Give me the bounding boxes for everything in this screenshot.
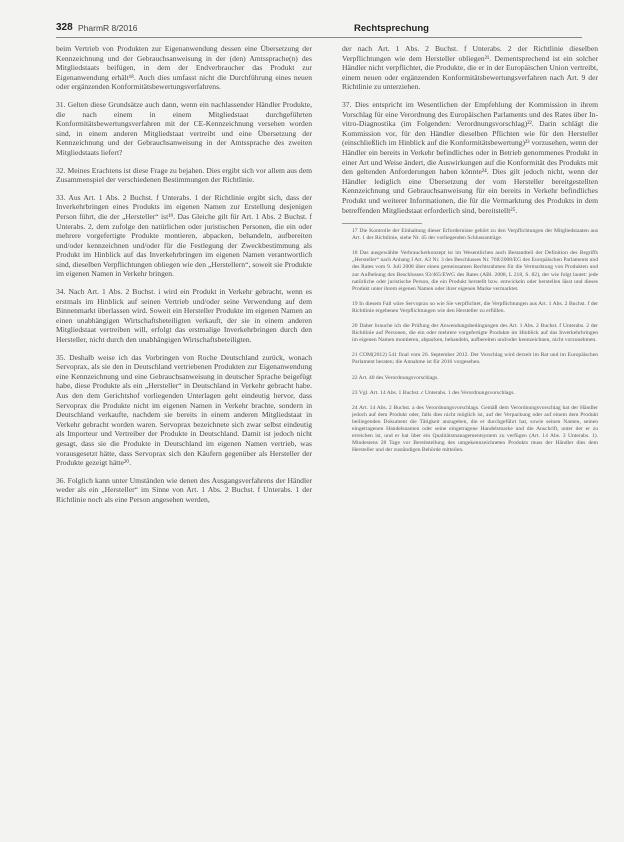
footnote: 22 Art. 40 des Verordnungsvorschlags. bbox=[352, 374, 439, 381]
footnote: 23 Vgl. Art. 14 Abs. 1 Buchst. c Unterabs. 1 des Verordnungsvorschlags. bbox=[352, 389, 515, 396]
page-number: 328 bbox=[56, 22, 73, 33]
page-header bbox=[56, 22, 582, 38]
paragraph: 36. Folglich kann unter Umständen wie denen des Ausgangsverfahrens der Händler weder als ein „Hersteller“ im Sinne von Art. 1 Abs. 2 Buchst. f Unterabs. 1 der Richtlinie noch als eine Person angesehen werden, bbox=[56, 475, 312, 504]
paragraph: 34. Nach Art. 1 Abs. 2 Buchst. i wird ein Produkt in Verkehr gebracht, wenn es erstmals im Hinblick auf seinen Vertrieb und/oder seine Verwendung auf dem Binnenmarkt überlassen wird. Soweit ein Hersteller Produkte im eigenen Namen an einen unabhängigen Wirtschaftsbeteiligten verkauft, der sie in einem anderen Mitgliedstaat vertreiben will, erfolgt das erstmalige Inverkehrbringen durch den Hersteller, nicht durch den unabhängigen Wirtschaftsbeteiligten. bbox=[56, 287, 312, 345]
footnotes bbox=[342, 228, 598, 454]
footnote: 19 In diesem Fall wäre Servoprax so wie Sie verpflichtet, die Verpflichtungen aus Art. 1 Abs. 2 Buchst. f der Richtlinie ergebenen Verpflichtungen wie den Hersteller zu erfüllen. bbox=[352, 300, 598, 314]
section-title: Rechtsprechung bbox=[354, 23, 429, 34]
paragraph: der nach Art. 1 Abs. 2 Buchst. f Unterabs. 2 der Richtlinie dieselben Verpflichtungen wie dem Hersteller obliegen²¹. Dementsprechend ist ein solcher Händler nicht verpflichtet, die Produkte, die er in der Europäischen Union vertreibt, einem neuen oder ergänzenden Konformitätsbewertungsverfahren nach Art. 9 der Richtlinie zu unterziehen. bbox=[342, 44, 598, 92]
journal-name: PharmR 8/2016 bbox=[78, 23, 138, 33]
paragraph: 37. Dies entspricht im Wesentlichen der Empfehlung der Kommission in ihrem Vorschlag für eine Verordnung des Europäischen Parlaments und des Rates über In-vitro-Diagnostika (im Folgenden: Verordnungsvorschlag)²². Darin schlägt die Kommission vor, für den Händler dieselben Pflichten wie für den Hersteller (einschließlich im Hinblick auf die Konformitätsbewertung)²³ vorzusehen, wenn der Händler ein bereits in Verkehr befindliches oder in Betrieb genommenes Produkt in einer Art und Weise ändert, die Auswirkungen auf die Konformität des Produkts mit den geltenden Anforderungen haben könnte²⁴. Dies gilt jedoch nicht, wenn der Händler lediglich eine Übersetzung der vom Hersteller bereitgestellten Kennzeichnung und Gebrauchsanweisung für ein bereits in Verkehr befindliches Produkt und weiterer Informationen, die für die Vermarktung des Produkts in dem betreffenden Mitgliedstaat erforderlich sind, bereitstellt²⁵. bbox=[342, 99, 598, 215]
header-rule bbox=[56, 37, 582, 38]
paragraph: 33. Aus Art. 1 Abs. 2 Buchst. f Unterabs. 1 der Richtlinie ergibt sich, dass der Inverkehrbringen eines Produkts im eigenen Namen zur Erstellung desjenigen Person führt, die der „Hersteller“ ist¹⁹. Das Gleiche gilt für Art. 1 Abs. 2 Buchst. f Unterabs. 2, dem zufolge den natürlichen oder juristischen Personen, die ein oder mehrere vorgefertigte Produkte montieren, abpacken, behandeln, aufbereiten und/oder kennzeichnen und/oder für die Festlegung der Zweckbestimmung als Produkt im Hinblick auf das Inverkehrbringen im eigenen Namen verantwortlich sind, dieselben Verpflichtungen obliegen wie den „Herstellern“, soweit sie Produkte im eigenen Namen in Verkehr bringen. bbox=[56, 192, 312, 279]
footnote: 20 Daher brauche ich die Prüfung der Anwendungsbedingungen des Art. 1 Abs. 2 Buchst. f Unterabs. 2 der Richtlinie auf Personen, die ein oder mehrere vorgefertigte Produkte im Hinblick auf das Inverkehrbringen im eigenen Namen montieren, abpacken, behandeln, aufbereiten und/oder kennzeichnen, nicht vorzunehmen. bbox=[352, 323, 598, 344]
paragraph: 31. Gelten diese Grundsätze auch dann, wenn ein nachlassender Händler Produkte, die nach einem in einem Mitgliedstaat durchgeführten Konformitätsbewertungsverfahren mit der CE-Kennzeichnung versehen worden sind, in einem anderen Mitgliedstaat vertreibt und eine Übersetzung der Kennzeichnung und der Gebrauchsanweisung in der Amtssprache des zweiten Mitgliedstaats liefert? bbox=[56, 99, 312, 157]
left-column bbox=[56, 44, 312, 513]
paragraph: 32. Meines Erachtens ist diese Frage zu bejahen. Dies ergibt sich vor allem aus dem Zusammenspiel der verschiedenen Bestimmungen der Richtlinie. bbox=[56, 165, 312, 185]
footnote: 24 Art. 14 Abs. 2 Buchst. a des Verordnungsvorschlags. Gemäß dem Verordnungsvorschlag hat der Händler jedoch auf dem Produkt oder, falls dies nicht möglich ist, auf der Verpackung oder auf einem dem Produkt beiliegenden Dokument die Tätigkeit anzugeben, die er durchgeführt hat, sowie seinen Namen, seinen eingetragenen Handelsnamen oder seine eingetragene Handelsmarke und die Anschrift, unter der er zu erreichen ist, und er hat über ein Qualitätsmanagementsystem zu verfügen (Art. 14 Abs. 3 Unterabs. 1). Mindestens 28 Tage vor Bereitstellung des umgekennzeichneten Produkts muss der Händler dies dem Hersteller und der zuständigen Behörde mitteilen. bbox=[352, 404, 598, 454]
paragraph: 35. Deshalb weise ich das Vorbringen von Roche Deutschland zurück, wonach Servoprax, als sie den in Deutschland vertriebenen Produkten zur Eigenanwendung eine Kennzeichnung und eine Gebrauchsanweisung in deutscher Sprache beigefügt habe, diese Produkte als ein „Hersteller“ in Deutschland in Verkehr gebracht habe. Aus den dem Gerichtshof vorliegenden Unterlagen geht eindeutig hervor, dass Servoprax die Produkte nicht im eigenen Namen in Verkehr brachte, sondern in Deutschland verkaufte, nachdem sie bereits in einem anderen Mitgliedstaat in Verkehr gebracht worden waren. Servoprax bezeichnete sich zwar selbst eindeutig als Importeur und Vertreiber der Produkte in Deutschland. Damit ist jedoch nicht gesagt, dass sie die Produkte in Deutschland im eigenen Namen vertrieb, was vorausgesetzt hätte, dass Servoprax sich den Käufern gegenüber als Hersteller der Produkte gezeigt hätte²⁰. bbox=[56, 352, 312, 468]
right-column bbox=[342, 44, 598, 462]
footnote: 21 COM(2012) 541 final vom 26. September 2012. Der Vorschlag wird derzeit im Rat und im Europäischen Parlament beraten; die Annahme ist für 2016 vorgesehen. bbox=[352, 352, 598, 366]
footnote: 17 Die Kontrolle der Einhaltung dieser Erfordernisse gehört zu den Verpflichtungen der Mitgliedstaaten aus Art. 1 der Richtlinie, siehe Nr. 45 der vorliegenden Schlussanträge. bbox=[352, 228, 598, 242]
footnote-rule bbox=[342, 223, 422, 224]
paragraph: beim Vertrieb von Produkten zur Eigenanwendung dessen eine Übersetzung der Kennzeichnung und der Gebrauchsanweisung in der (den) Amtssprache(n) des Mitgliedstaats beifügen, in dem der Endverbraucher das Produkt zur Eigenanwendung erhält¹⁸. Auch dies umfasst nicht die Durchführung eines neuen oder ergänzenden Konformitätsbewertungsverfahrens. bbox=[56, 44, 312, 92]
footnote: 18 Das ausgewählte Verbraucherkonzept ist im Wesentlichen auch Bestandteil der Definition des Begriffs „Hersteller“ nach Anhang I Art. A3 Nr. 3 des Beschlusses Nr. 768/2008/EG des Europäischen Parlaments und des Rates vom 9. Juli 2008 über einen gemeinsamen Rechtsrahmen für die Vermarktung von Produkten und zur Aufhebung des Beschlusses 93/465/EWG des Rates (ABl. 2008, L 218, S. 82), der wie folgt lautet: jede natürliche oder juristische Person, die ein Produkt herstellt bzw. entwickeln oder herstellen lässt und dieses Produkt unter ihrem eigenen Namen oder ihrer eigenen Marke vermarktet. bbox=[352, 250, 598, 292]
